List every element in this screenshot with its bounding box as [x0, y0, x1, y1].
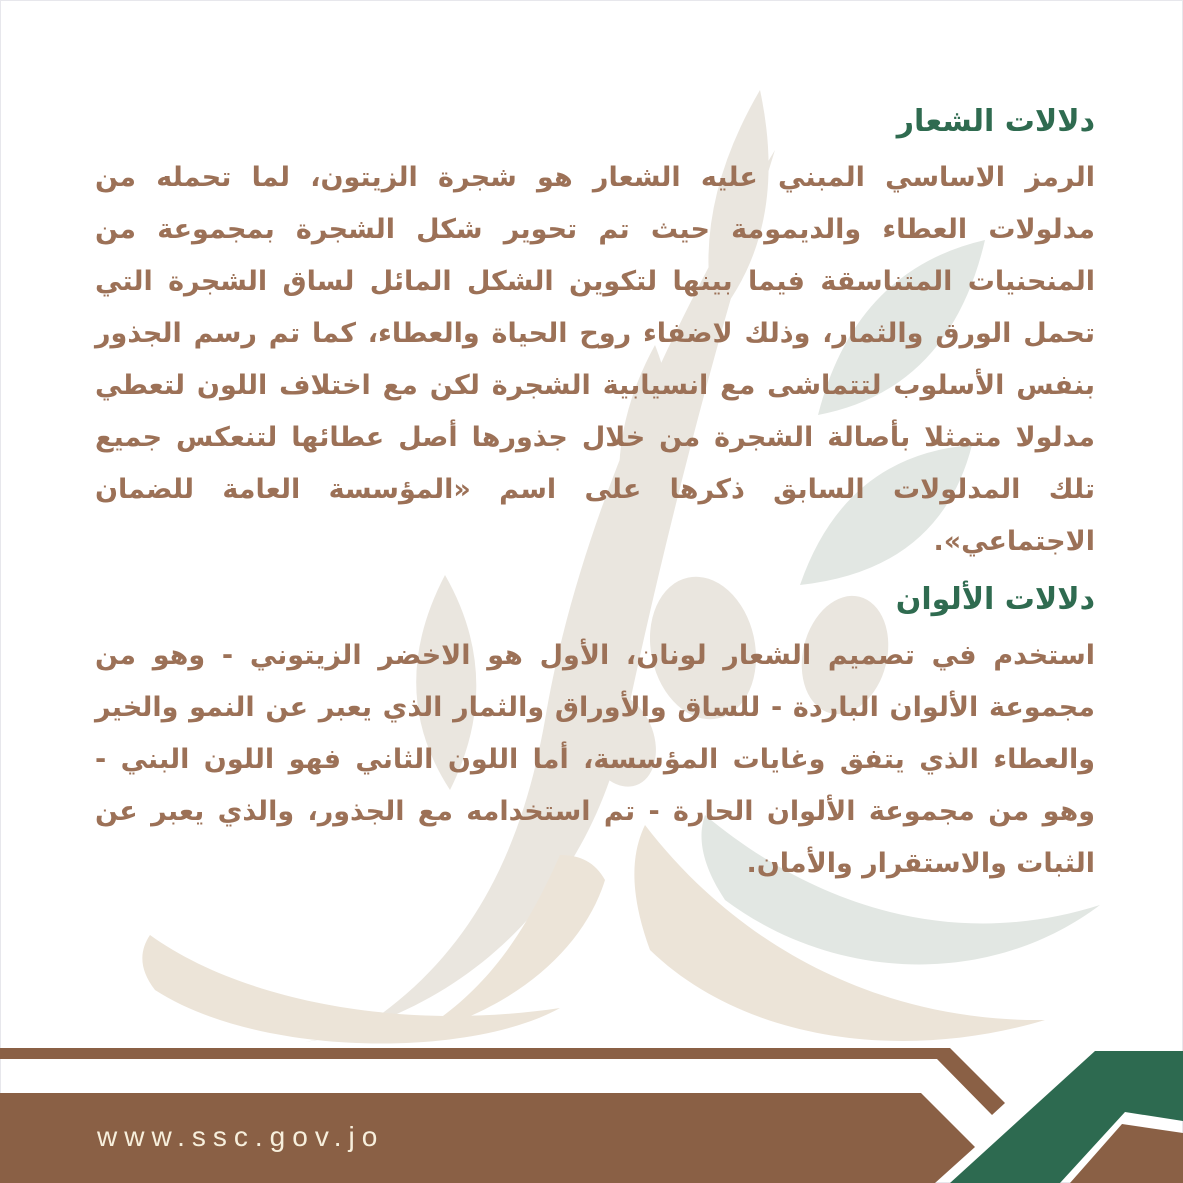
section-body-color-meanings: استخدم في تصميم الشعار لونان، الأول هو الاخضر الزيتوني - وهو من مجموعة الألوان الباردة - للساق والأوراق والثمار الذي يعبر عن النمو والخير والعطاء الذي يتفق وغايات المؤسسة، أما اللون الثاني فهو اللون البني - وهو من مجموعة الألوان الحارة - تم استخدامه مع الجذور، والذي يعبر عن الثبات والاستقرار والأمان.: [95, 640, 1095, 879]
section-body-logo-meanings: الرمز الاساسي المبني عليه الشعار هو شجرة الزيتون، لما تحمله من مدلولات العطاء والديمومة حيث تم تحوير شكل الشجرة بمجموعة من المنحنيات المتناسقة فيما بينها لتكوين الشكل المائل لساق الشجرة التي تحمل الورق والثمار، وذلك لاضفاء روح الحياة والعطاء، كما تم رسم الجذور بنفس الأسلوب لتتماشى مع انسيابية الشجرة لكن مع اختلاف اللون لتعطي مدلولا متمثلا بأصالة الشجرة من خلال جذورها أصل عطائها لتنعكس جميع تلك المدلولات السابق ذكرها على اسم «المؤسسة العامة للضمان الاجتماعي».: [95, 162, 1095, 557]
section-heading-logo-meanings: دلالات الشعار: [896, 104, 1095, 139]
section-heading-color-meanings: دلالات الألوان: [895, 582, 1095, 617]
footer-url: www.ssc.gov.jo: [97, 1121, 385, 1152]
